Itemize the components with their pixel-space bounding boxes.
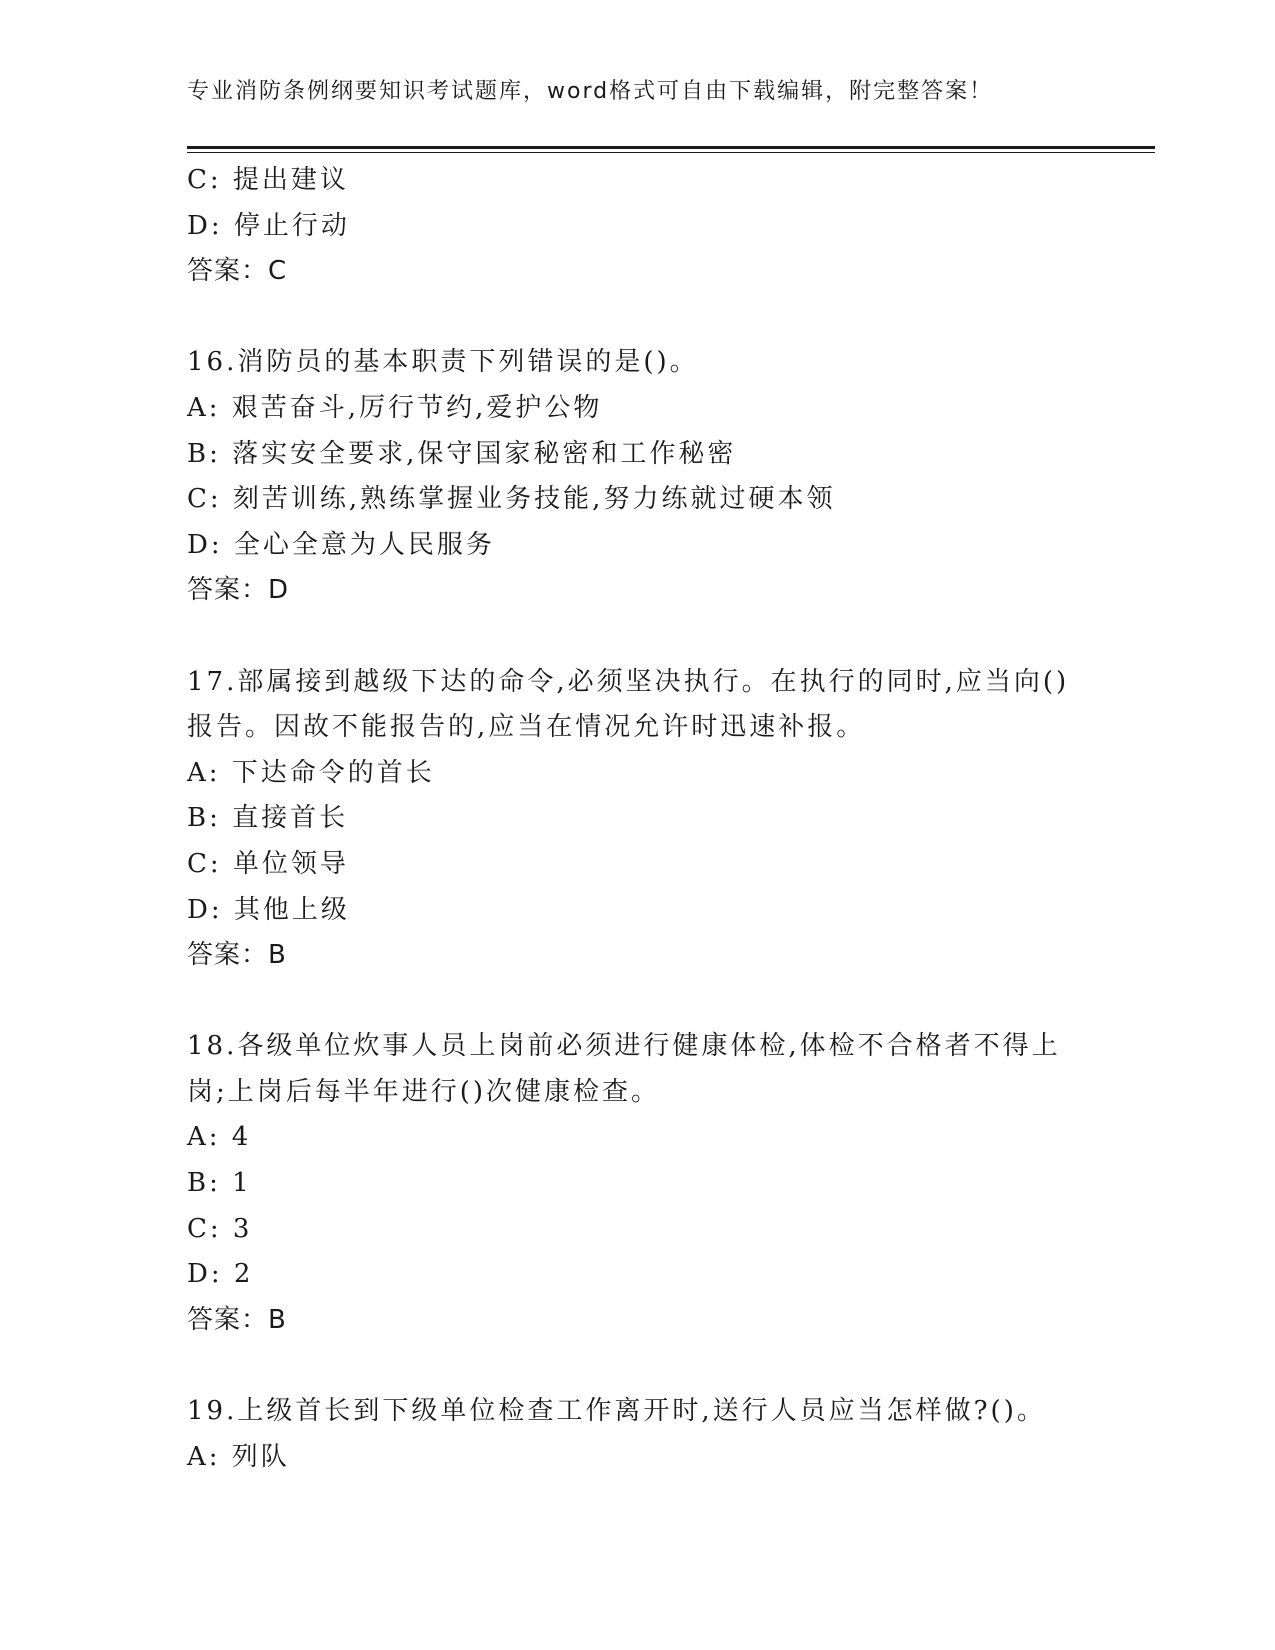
option-c: C: 提出建议 <box>187 165 349 195</box>
question-stem: 17.部属接到越级下达的命令,必须坚决执行。在执行的同时,应当向() <box>187 666 1070 697</box>
question-stem: 报告。因故不能报告的,应当在情况允许时迅速补报。 <box>187 712 866 743</box>
answer: 答案：C <box>187 256 288 287</box>
option-b: B: 直接首长 <box>187 803 349 834</box>
answer: 答案：B <box>187 940 287 971</box>
question-stem: 19.上级首长到下级单位检查工作离开时,送行人员应当怎样做?()。 <box>187 1396 1046 1427</box>
option-c: C: 刻苦训练,熟练掌握业务技能,努力练就过硬本领 <box>187 484 836 515</box>
option-d: D: 停止行动 <box>187 210 350 241</box>
option-b: B: 落实安全要求,保守国家秘密和工作秘密 <box>187 438 737 469</box>
question-stem: 18.各级单位炊事人员上岗前必须进行健康体检,体检不合格者不得上 <box>187 1031 1061 1062</box>
option-c: C: 单位领导 <box>187 848 349 879</box>
option-d: D: 其他上级 <box>187 894 350 925</box>
question-stem: 16.消防员的基本职责下列错误的是()。 <box>187 347 699 378</box>
option-d: D: 全心全意为人民服务 <box>187 529 495 560</box>
header-rule-thin <box>187 152 1155 153</box>
question-list <box>187 158 1087 1480</box>
option-a: A: 艰苦奋斗,厉行节约,爱护公物 <box>187 392 603 423</box>
option-b: B: 1 <box>187 1168 252 1199</box>
option-a: A: 4 <box>187 1122 252 1153</box>
answer: 答案：D <box>187 575 290 606</box>
header-rule-thick <box>187 146 1155 149</box>
option-a: A: 下达命令的首长 <box>187 757 435 788</box>
page-header: 专业消防条例纲要知识考试题库，word格式可自由下载编辑，附完整答案！ <box>187 79 994 104</box>
option-d: D: 2 <box>187 1259 254 1290</box>
question-stem: 岗;上岗后每半年进行()次健康检查。 <box>187 1076 661 1107</box>
answer: 答案：B <box>187 1304 287 1335</box>
option-c: C: 3 <box>187 1213 253 1244</box>
option-a: A: 列队 <box>187 1441 290 1472</box>
